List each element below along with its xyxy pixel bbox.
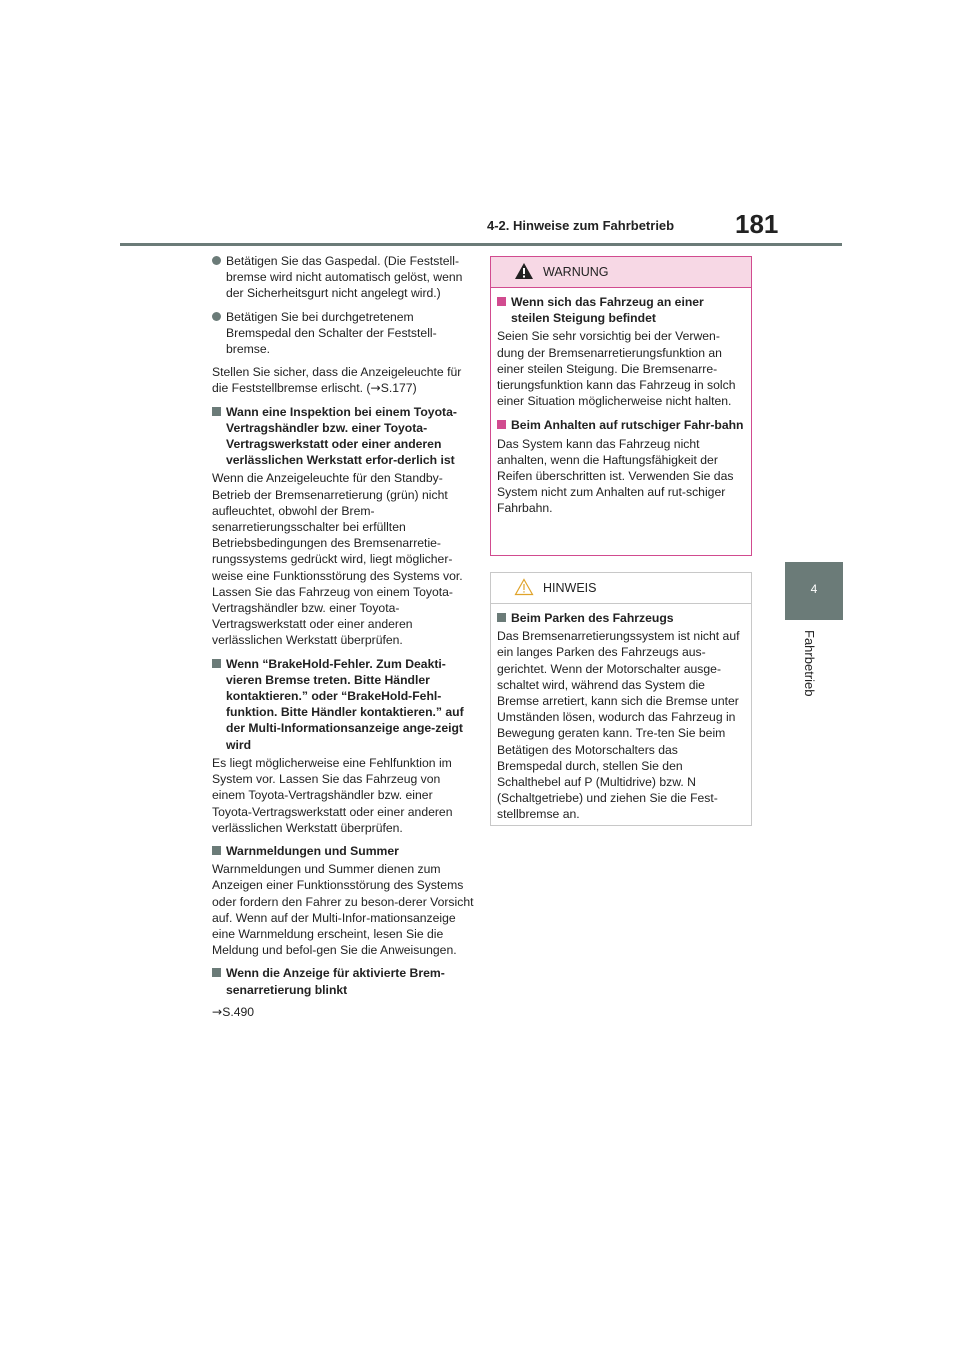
page-reference[interactable]: S.490	[222, 1004, 255, 1019]
paragraph-text: Stellen Sie sicher, dass die Anzeigeleuchte für die Feststellbremse erlischt. (	[212, 365, 462, 396]
heading-text: Warnmeldungen und Summer	[226, 843, 399, 858]
chapter-number: 4	[810, 582, 818, 596]
bullet-text: Betätigen Sie bei durchgetretenem Bremspedal den Schalter der Feststell-bremse.	[226, 309, 437, 357]
section-heading	[212, 404, 474, 469]
bullet-item	[212, 309, 474, 358]
square-bullet-icon	[497, 297, 506, 306]
note-box	[490, 572, 752, 826]
chapter-tab	[785, 562, 843, 620]
heading-text: Wann eine Inspektion bei einem Toyota-Vertragshändler bzw. einer Toyota-Vertragswerkstatt oder einer anderen verlässlichen Werkstatt erfor-derlich ist	[226, 404, 457, 468]
header-rule	[120, 243, 842, 246]
arrow-right-icon: →	[370, 381, 381, 396]
paragraph	[212, 1004, 474, 1020]
bullet-item	[212, 253, 474, 302]
section-heading	[212, 843, 474, 859]
chapter-label: Fahrbetrieb	[802, 630, 817, 697]
paragraph: Es liegt möglicherweise eine Fehlfunktion im System vor. Lassen Sie das Fahrzeug von einem Toyota-Vertragshändler bzw. einer Toyota-Vertragswerkstatt oder einer anderen verlässlichen Werkstatt überprüfen.	[212, 755, 453, 835]
square-bullet-icon	[212, 846, 221, 855]
square-bullet-icon	[497, 420, 506, 429]
warning-body	[491, 288, 751, 517]
warning-box	[490, 256, 752, 556]
warning-title: WARNUNG	[543, 265, 609, 279]
section-heading	[497, 417, 745, 433]
paragraph: Das System kann das Fahrzeug nicht anhalten, wenn die Haftungsfähigkeit der Reifen überschritten ist. Verwenden Sie das System nicht zum Anhalten auf rut-schiger Fahrbahn.	[497, 436, 734, 516]
heading-text: Wenn die Anzeige für aktivierte Brem-senarretierung blinkt	[226, 966, 445, 997]
bullet-dot-icon	[212, 256, 221, 265]
arrow-right-icon: →	[212, 1004, 223, 1019]
heading-text: Beim Parken des Fahrzeugs	[511, 611, 674, 625]
page-reference[interactable]: S.177)	[380, 381, 417, 396]
square-bullet-icon	[212, 659, 221, 668]
warning-header	[491, 257, 751, 287]
bullet-text: Betätigen Sie das Gaspedal. (Die Feststell-bremse wird nicht automatisch gelöst, wenn der Sicherheitsgurt nicht angelegt wird.)	[226, 254, 463, 301]
heading-text: Wenn sich das Fahrzeug an einer steilen Steigung befindet	[511, 295, 704, 326]
paragraph: Warnmeldungen und Summer dienen zum Anzeigen einer Funktionsstörung des Systems oder fordern den Fahrer zu beson-derer Vorsicht auf. Wenn auf der Multi-Infor-mationsanzeige eine Warnmeldung erscheint, lesen Sie die Meldung und befol-gen Sie die Anweisungen.	[212, 862, 474, 958]
square-bullet-icon	[212, 407, 221, 416]
paragraph: Das Bremsenarretierungssystem ist nicht auf ein langes Parken des Fahrzeugs aus-gerichtet. Wenn der Motorschalter ausge-schaltet wird, während das System die Bremse arretiert, kann sich die Bremse unter Umständen lösen, wodurch das Fahrzeug in Bewegung geraten kann. Tre-ten Sie beim Betätigen des Motorschalters das Bremspedal durch, stellen Sie den Schalthebel auf P (Multidrive) bzw. N (Schaltgetriebe) und ziehen Sie die Fest-stellbremse an.	[497, 629, 740, 822]
heading-text: Wenn “BrakeHold-Fehler. Zum Deakti-vieren Bremse treten. Bitte Händler kontaktieren.” oder “BrakeHold-Fehl-funktion. Bitte Händler kontaktieren.” auf der Multi-Informationsanzeige ange-zeigt wird	[226, 656, 464, 752]
bullet-dot-icon	[212, 312, 221, 321]
section-heading	[497, 294, 745, 326]
section-heading	[212, 965, 474, 997]
left-column	[212, 253, 474, 1027]
paragraph	[212, 364, 474, 396]
paragraph: Wenn die Anzeigeleuchte für den Standby-Betrieb der Bremsenarretierung (grün) nicht aufleuchtet, obwohl der Brem-senarretierungsschalter bei erfüllten Betriebsbedingungen des Bremsenarretie-rungssystems gedrückt wird, liegt möglicher-weise eine Funktionsstörung des Systems vor. Lassen Sie das Fahrzeug von einem Toyota-Vertragshändler bzw. einer Toyota-Vertragswerkstatt oder einer anderen verlässlichen Werkstatt überprüfen.	[212, 471, 463, 648]
note-body	[491, 604, 751, 823]
section-title: 4-2. Hinweise zum Fahrbetrieb	[487, 218, 675, 233]
heading-text: Beim Anhalten auf rutschiger Fahr-bahn	[511, 418, 744, 433]
square-bullet-icon	[497, 613, 506, 622]
section-heading	[212, 656, 474, 753]
page-number: 181	[735, 209, 779, 239]
note-header	[491, 573, 751, 603]
paragraph: Seien Sie sehr vorsichtig bei der Verwen-dung der Bremsenarretierungsfunktion an einer steilen Steigung. Die Bremsenarre-tierungsfunktion kann das Fahrzeug in solch einer Situation möglicherweise nicht halten.	[497, 329, 736, 409]
warning-triangle-icon	[514, 262, 534, 285]
caution-triangle-icon	[514, 578, 534, 601]
note-title: HINWEIS	[543, 581, 597, 595]
section-heading	[497, 610, 745, 626]
square-bullet-icon	[212, 968, 221, 977]
